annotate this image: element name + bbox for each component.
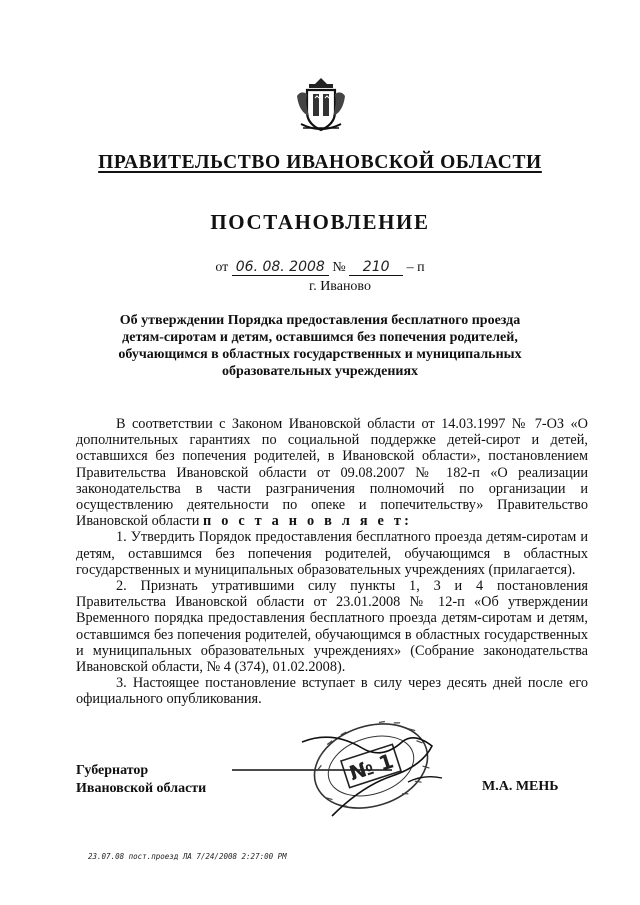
- signer-title-line2: Ивановской области: [76, 781, 207, 796]
- document-type-heading: ПОСТАНОВЛЕНИЕ: [210, 210, 430, 234]
- document-body: [76, 416, 588, 708]
- document-subject: Об утверждении Порядка предоставления бесплатного проезда детям-сиротам и детям, оставшимся без попечения родителей, обучающимся в областных государственных и муниципальных образовательных учреждениях: [118, 313, 522, 379]
- number-sign: №: [332, 260, 346, 275]
- intro-paragraph: [76, 416, 588, 529]
- footer-note: 23.07.08 пост.проезд ЛА 7/24/2008 2:27:00 PM: [88, 852, 287, 861]
- coat-of-arms-icon: [291, 74, 351, 134]
- intro-text: В соответствии с Законом Ивановской области от 14.03.1997 № 7-ОЗ «О дополнительных гарантиях по социальной поддержке детей-сирот и детей, оставшихся без попечения родителей, в Ивановской области», постановлением Правительства Ивановской области от 09.08.2007 № 182-п «О реализации законодательства в части разграничения полномочий по организации и осуществлению деятельности по опеке и попечительству» Правительство Ивановской области: [76, 416, 588, 530]
- item-1-paragraph: 1. Утвердить Порядок предоставления бесплатного проезда детям-сиротам и детям, оставшимся без попечения родителей, обучающимся в областных государственных и муниципальных образовательных учреждениях (прилагается).: [76, 529, 588, 578]
- number-suffix: – п: [406, 260, 425, 275]
- signer-name: М.А. МЕНЬ: [482, 779, 559, 794]
- item-3-paragraph: 3. Настоящее постановление вступает в силу через десять дней после его официального опубликования.: [76, 675, 588, 708]
- signer-title-line1: Губернатор: [76, 763, 149, 778]
- official-stamp: [296, 712, 446, 820]
- resolves-word: п о с т а н о в л я е т:: [203, 513, 413, 530]
- date-prefix: от: [215, 260, 229, 275]
- handwritten-number: 210: [349, 259, 403, 276]
- item-2-paragraph: 2. Признать утратившими силу пункты 1, 3 и 4 постановления Правительства Ивановской области от 23.01.2008 № 12-п «Об утверждении Временного порядка предоставления бесплатного проезда детям-сиротам и детям, оставшимся без попечения родителей, обучающимся в областных государственных и муниципальных образовательных учреждениях» (Собрание законодательства Ивановской области, № 4 (374), 01.02.2008).: [76, 578, 588, 676]
- government-title: ПРАВИТЕЛЬСТВО ИВАНОВСКОЙ ОБЛАСТИ: [98, 152, 542, 173]
- signer-title: [76, 762, 206, 798]
- city-line: г. Иваново: [309, 279, 371, 294]
- handwritten-date: 06. 08. 2008: [232, 259, 329, 276]
- document-number-line: [0, 259, 640, 276]
- stamp-number: № 1: [346, 748, 397, 786]
